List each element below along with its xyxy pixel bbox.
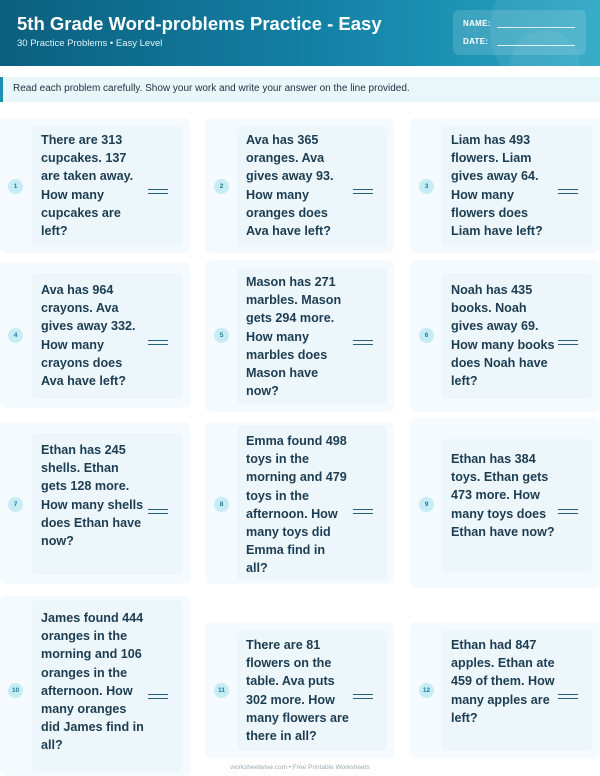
answer-line[interactable] [353,340,373,346]
answer-line[interactable] [353,189,373,195]
problem-text: James found 444 oranges in the morning and 106 oranges in the afternoon. How many oranges did James find in all? [41,611,144,753]
worksheet-header [0,0,600,66]
problem-number: 3 [419,179,434,194]
answer-line[interactable] [558,340,578,346]
footer: worksheetwise.com • Free Printable Worksheets [230,764,370,771]
problem-number: 6 [419,328,434,343]
problem-text: Ethan has 245 shells. Ethan gets 128 more. How many shells does Ethan have now? [41,443,144,549]
problem-text: Mason has 271 marbles. Mason gets 294 more. How many marbles does Mason have now? [246,275,342,399]
date-line[interactable] [497,45,575,46]
problem-number: 7 [8,497,23,512]
problem-number: 10 [8,683,23,698]
name-date-box [453,10,586,55]
problem-number: 9 [419,497,434,512]
problem-text: Ava has 365 oranges. Ava gives away 93. How many oranges does Ava have left? [246,133,334,239]
problem-number: 1 [8,179,23,194]
answer-line[interactable] [353,694,373,700]
date-label: DATE: [463,37,489,46]
answer-line[interactable] [558,189,578,195]
answer-line[interactable] [558,694,578,700]
answer-line[interactable] [148,340,168,346]
answer-line[interactable] [148,509,168,515]
instructions: Read each problem carefully. Show your work and write your answer on the line provided. [0,77,600,102]
answer-line[interactable] [353,509,373,515]
answer-line[interactable] [148,189,168,195]
answer-line[interactable] [148,694,168,700]
problem-number: 2 [214,179,229,194]
name-line[interactable] [497,27,575,28]
page-title: 5th Grade Word-problems Practice - Easy [17,13,382,34]
page-subtitle: 30 Practice Problems • Easy Level [17,38,163,49]
problem-text: Ava has 964 crayons. Ava gives away 332. How many crayons does Ava have left? [41,283,136,389]
problem-text: Noah has 435 books. Noah gives away 69. How many books does Noah have left? [451,283,555,389]
problem-number: 11 [214,683,229,698]
problem-number: 8 [214,497,229,512]
problem-number: 4 [8,328,23,343]
problem-number: 12 [419,683,434,698]
problem-text: There are 313 cupcakes. 137 are taken away. How many cupcakes are left? [41,133,134,239]
answer-line[interactable] [558,509,578,515]
problem-text: Liam has 493 flowers. Liam gives away 64. How many flowers does Liam have left? [451,133,543,239]
problem-text: Ethan has 384 toys. Ethan gets 473 more. How many toys does Ethan have now? [451,452,555,539]
problem-number: 5 [214,328,229,343]
problem-text: Emma found 498 toys in the morning and 479 toys in the afternoon. How many toys did Emma find in all? [246,434,347,576]
name-label: NAME: [463,19,491,28]
problem-text: There are 81 flowers on the table. Ava puts 302 more. How many flowers are there in all? [246,638,349,744]
problem-text: Ethan had 847 apples. Ethan ate 459 of them. How many apples are left? [451,638,555,725]
